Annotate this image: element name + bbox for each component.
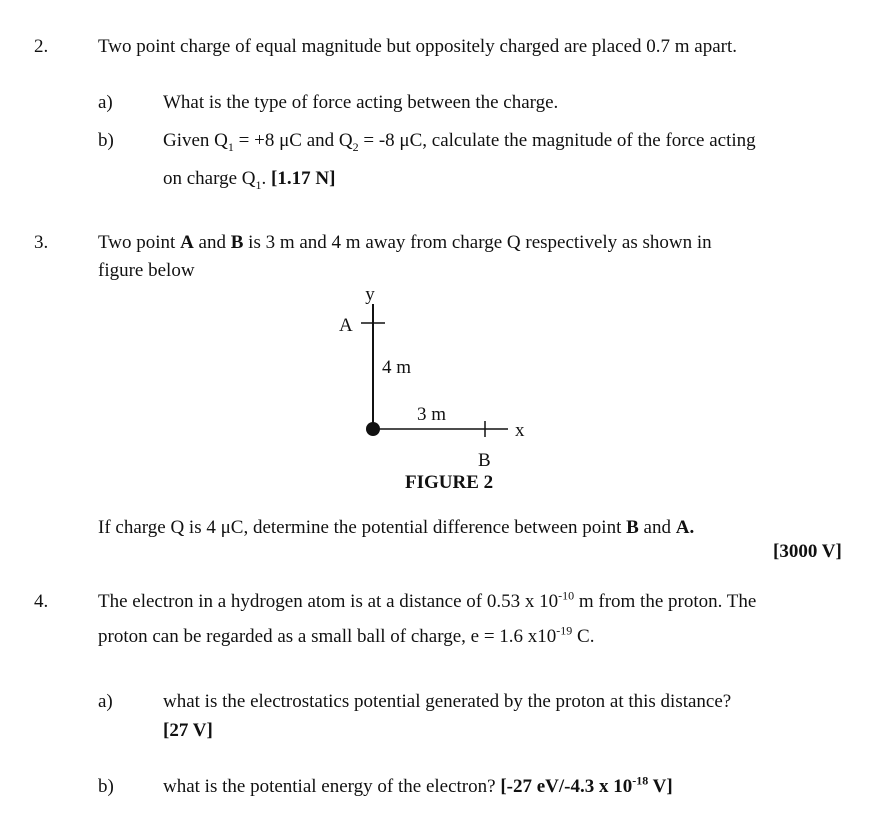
horizontal-distance-label: 3 m [417,404,447,425]
q2a-label: a) [98,92,113,113]
q2b-label: b) [98,130,114,151]
charge-q-dot [366,422,380,436]
q4a-text: what is the electrostatics potential generated by the proton at this distance? [163,691,732,712]
q2a-text: What is the type of force acting between the charge. [163,92,559,113]
y-axis-label: y [365,284,375,305]
q4a-label: a) [98,691,113,712]
q4b-label: b) [98,776,114,797]
vertical-distance-label: 4 m [382,357,412,378]
point-b-label: B [478,450,491,471]
q2-number: 2. [34,36,49,57]
q4a-answer: [27 V] [163,720,213,741]
point-a-label: A [339,315,353,336]
q4-number: 4. [34,591,49,612]
q4b-text: what is the potential energy of the electron? [-27 eV/-4.3 x $10^{-18}$ V] [163,773,673,797]
figure-caption: FIGURE 2 [405,472,494,493]
q4b-answer: [-27 eV/-4.3 x $10^{-18}$ V] [500,773,673,797]
q2b-text-line2: on charge $Q_1$. [1.17 N] [163,168,336,192]
q2-text: Two point charge of equal magnitude but oppositely charged are placed 0.7 m apart. [98,36,738,57]
x-axis-label: x [515,420,525,441]
figure-2-diagram [330,284,550,474]
q3-text-line1: Two point A and B is 3 m and 4 m away from charge Q respectively as shown in [98,232,712,253]
q2b-answer: [1.17 N] [271,168,336,189]
q3-question: If charge Q is 4 μC, determine the potential difference between point B and A. [98,517,695,538]
q3-answer: [3000 V] [773,541,842,562]
q4-text-line1: The electron in a hydrogen atom is at a distance of 0.53 x $10^{-10}$ m from the proton. The [98,588,757,612]
q3-number: 3. [34,232,49,253]
q4-text-line2: proton can be regarded as a small ball of charge, e = 1.6 $x10^{-19}$ C. [98,623,595,647]
q2b-text: Given $Q_1 = +8$ μC and $Q_2 = -8$ μC, calculate the magnitude of the force acting [163,130,756,154]
q3-text-line2: figure below [98,260,195,281]
